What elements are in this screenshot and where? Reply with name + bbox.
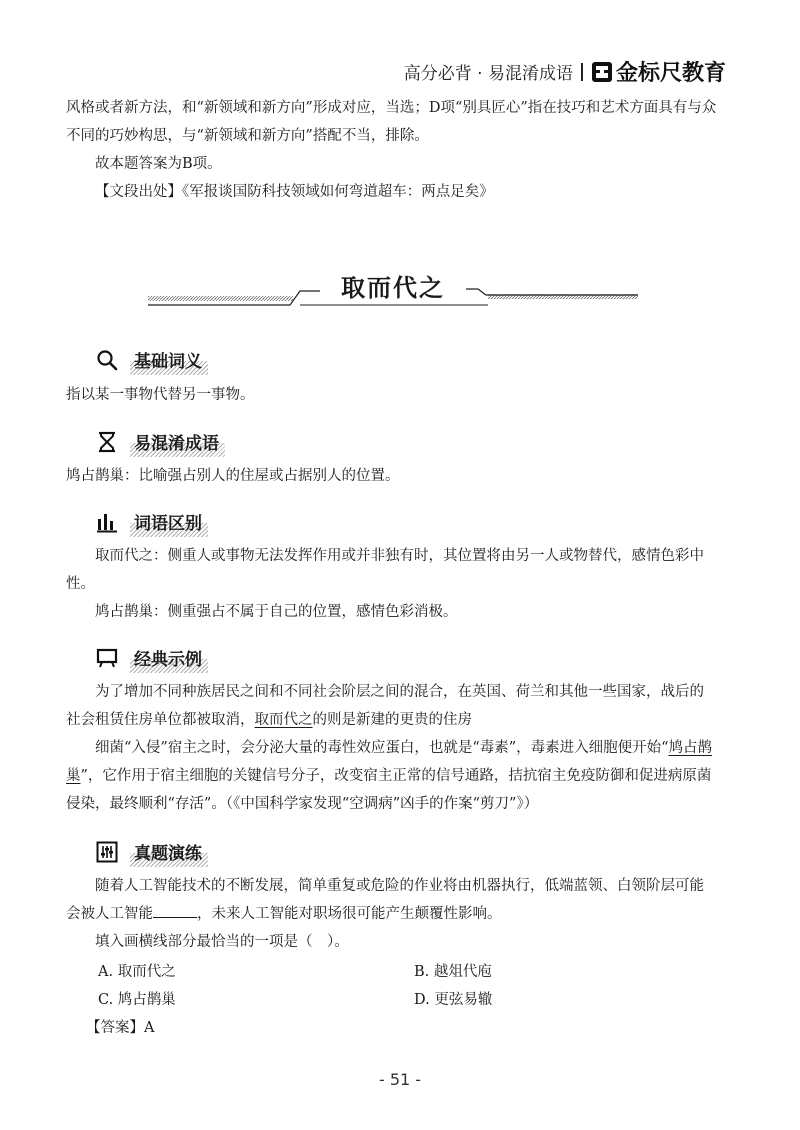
section-confuse-heading (96, 430, 225, 454)
section-confuse-title: 易混淆成语 (134, 434, 219, 454)
hourglass-icon (96, 431, 118, 453)
diff-text-1: 取而代之：侧重人或事物无法发挥作用或并非独有时，其位置将由另一人或物替代，感情色彩中性。 (66, 548, 704, 592)
option-c: C. 鸠占鹊巢 (98, 992, 176, 1008)
idiom-title-block (148, 264, 638, 312)
option-a: A. 取而代之 (98, 964, 176, 980)
practice-prompt: 填入画横线部分最恰当的一项是（ ）。 (95, 934, 349, 950)
bar-chart-icon (96, 511, 118, 533)
example-1-highlight: 取而代之 (254, 712, 313, 728)
intro-answer: 故本题答案为B项。 (95, 156, 222, 172)
option-d: D. 更弦易辙 (414, 992, 493, 1008)
intro-paragraph: 风格或者新方法，和“新领域和新方向”形成对应，当选；D项“别具匠心”指在技巧和艺术方面具有与众不同的巧妙构思，与“新领域和新方向”搭配不当，排除。 (66, 100, 717, 144)
brand-logo (591, 56, 726, 87)
section-practice-title: 真题演练 (134, 844, 202, 864)
diff-text-2: 鸠占鹊巢：侧重强占不属于自己的位置，感情色彩消极。 (95, 604, 458, 620)
page-header (404, 56, 726, 87)
page-number: - 51 - (378, 1070, 422, 1089)
header-separator (581, 63, 583, 81)
equalizer-icon (96, 841, 118, 863)
header-subtitle: 高分必背 · 易混淆成语 (403, 64, 573, 84)
example-2: 细菌“入侵”宿主之时，会分泌大量的毒性效应蛋白，也就是“毒素”，毒素进入细胞便开始“鸠占鹊巢”，它作用于宿主细胞的关键信号分子，改变宿主正常的信号通路，拮抗宿主免疫防御和促进病原菌侵染，最终顺利“存活”。（《中国科学家发现“空调病”凶手的作案“剪刀”》） (66, 740, 713, 812)
section-example-title: 经典示例 (134, 650, 202, 670)
example-2-highlight: 鸠占鹊巢 (66, 740, 713, 784)
presentation-board-icon (96, 647, 118, 669)
section-practice-heading (96, 840, 208, 864)
answer-blank (153, 905, 197, 918)
section-basic-title: 基础词义 (134, 352, 202, 372)
section-basic-heading (96, 348, 208, 372)
brand-name: 金标尺教育 (615, 61, 726, 86)
basic-definition: 指以某一事物代替另一事物。 (66, 387, 255, 403)
section-example-heading (96, 646, 208, 670)
section-diff-heading (96, 510, 208, 534)
idiom-title: 取而代之 (341, 273, 445, 302)
magnifier-icon (96, 349, 118, 371)
confuse-definition: 鸠占鹊巢：比喻强占别人的住屋或占据别人的位置。 (66, 468, 400, 484)
example-1: 为了增加不同种族居民之间和不同社会阶层之间的混合，在英国、荷兰和其他一些国家，战后的社会租赁住房单位都被取消，取而代之的则是新建的更贵的住房 (66, 684, 704, 728)
practice-answer: 【答案】A (86, 1020, 155, 1036)
intro-source: 【文段出处】《军报谈国防科技领域如何弯道超车：两点足矣》 (95, 184, 494, 200)
brand-emblem-icon (591, 61, 613, 83)
option-b: B. 越俎代庖 (414, 964, 492, 980)
practice-question: 随着人工智能技术的不断发展，简单重复或危险的作业将由机器执行，低端蓝领、白领阶层可能会被人工智能 ，未来人工智能对职场很可能产生颠覆性影响。 (66, 878, 704, 922)
section-diff-title: 词语区别 (134, 514, 202, 534)
